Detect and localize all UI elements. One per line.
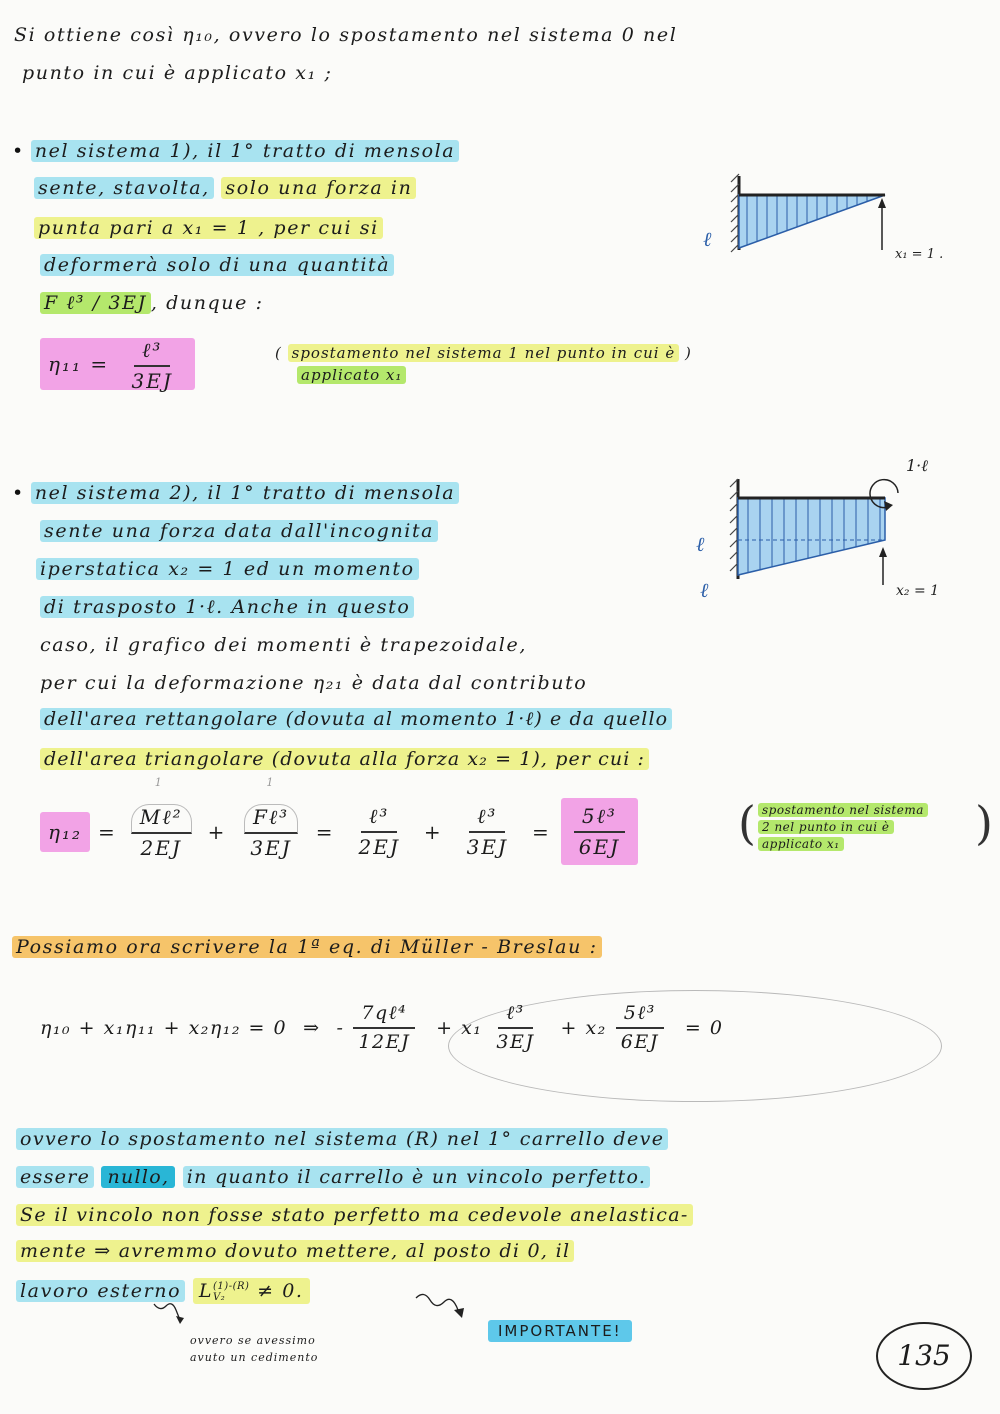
length-label: ℓ — [703, 227, 712, 251]
nullo-highlight: nullo, — [101, 1166, 175, 1188]
term-marker: 1 — [154, 775, 164, 789]
system2-line-5: caso, il grafico dei momenti è trapezoidale, — [40, 634, 527, 656]
mb-x1: + x₁ — [436, 1016, 483, 1039]
eta11-fraction — [124, 338, 181, 393]
term-moment — [125, 775, 198, 860]
plus-sign: + — [207, 819, 227, 844]
term3-fraction — [351, 804, 408, 859]
intro-line-2: punto in cui è applicato x₁ ; — [22, 62, 333, 84]
mb-term1-numerator: 7qℓ⁴ — [353, 1002, 415, 1029]
note-text — [758, 802, 928, 853]
intro-line-1 — [14, 22, 677, 48]
term-moment-denominator: 2EJ — [140, 835, 182, 860]
system2-line-6 — [40, 670, 587, 696]
implies-arrow: ⇒ — [303, 1016, 321, 1039]
force-label: x₂ = 1 — [896, 583, 940, 599]
system1-text-5b: , dunque : — [150, 292, 264, 314]
system1-line-4 — [40, 252, 394, 278]
system2-line-4 — [40, 594, 414, 620]
footnote — [190, 1332, 318, 1366]
mb-term1-denominator: 12EJ — [358, 1031, 411, 1053]
conclusion-line-1 — [16, 1126, 668, 1152]
plus-sign: + — [423, 819, 443, 844]
eta12-symbol: η₁₂ — [40, 812, 90, 852]
system1-note — [275, 342, 692, 386]
work-L: L — [198, 1280, 214, 1302]
conclusion-text-2b: in quanto il carrello è un vincolo perfetto. — [183, 1166, 651, 1188]
system2-line-2 — [40, 518, 438, 544]
mb-term2-fraction — [488, 1002, 542, 1053]
system2-text-6b: è data dal contributo — [351, 672, 588, 694]
conclusion-text-4: mente ⇒ avremmo dovuto mettere, al posto di 0, il — [16, 1240, 574, 1262]
eta12-formula — [40, 775, 638, 865]
note-close-paren: ) — [975, 796, 993, 850]
bullet: • — [12, 482, 25, 504]
eta21-symbol: η₂₁ — [312, 672, 345, 694]
equals-sign: = — [90, 352, 110, 376]
term3-numerator: ℓ³ — [361, 804, 397, 833]
system1-text-5a: F ℓ³ / 3EJ — [40, 292, 151, 314]
equals-sign: = — [531, 819, 551, 844]
rectangle-length-label: ℓ — [696, 532, 705, 556]
system2-text-8: dell'area triangolare (dovuta alla forza x₂ = 1), per cui : — [40, 748, 649, 770]
page-number: 135 — [876, 1322, 972, 1390]
eta11-denominator: 3EJ — [131, 369, 173, 393]
system2-text-7: dell'area rettangolare (dovuta al momento 1·ℓ) e da quello — [40, 708, 672, 730]
system2-note-text-1: spostamento nel sistema — [758, 803, 928, 817]
mb-heading: Possiamo ora scrivere la 1ª eq. di Müller - Breslau : — [12, 936, 602, 958]
conclusion-line-2 — [16, 1164, 650, 1190]
term-force-numerator: Fℓ³ — [244, 804, 298, 834]
work-superscript: (1)-(R) — [213, 1281, 250, 1292]
mb-heading-line — [12, 934, 602, 960]
footnote-line-2: avuto un cedimento — [190, 1351, 319, 1364]
system2-line-1 — [12, 480, 459, 506]
important-badge: IMPORTANTE! — [488, 1320, 632, 1342]
external-work-symbol — [193, 1278, 310, 1304]
system1-text-4: deformerà solo di una quantità — [40, 254, 394, 276]
force-arrowhead — [879, 547, 887, 557]
eta11-numerator: ℓ³ — [134, 338, 170, 367]
system1-note-text-2: applicato x₁ — [297, 366, 406, 384]
term-force — [236, 775, 305, 860]
conclusion-line-3 — [16, 1202, 693, 1228]
system1-note-line-1: ( spostamento nel sistema 1 nel punto in cui è ) — [275, 344, 692, 362]
term-marker: 1 — [266, 775, 276, 789]
term4-numerator: ℓ³ — [469, 804, 505, 833]
system1-text-3: punta pari a x₁ = 1 , per cui si — [34, 217, 383, 239]
conclusion-text-2a: essere — [16, 1166, 94, 1188]
system2-cantilever-diagram — [690, 455, 990, 605]
mb-term3-denominator: 6EJ — [620, 1031, 659, 1053]
conclusion-line-4 — [16, 1238, 574, 1264]
not-equal-zero: ≠ 0. — [257, 1280, 304, 1302]
system1-line-1 — [12, 138, 459, 164]
mb-lhs: η₁₀ + x₁η₁₁ + x₂η₁₂ = 0 — [40, 1016, 288, 1039]
result-highlight — [561, 798, 638, 865]
system1-cantilever-diagram — [695, 170, 985, 270]
system2-line-7 — [40, 706, 672, 732]
system1-note-line-2 — [297, 364, 714, 386]
moment-triangle — [739, 195, 885, 248]
intro-text-b: , ovvero lo spostamento nel sistema 0 nel — [213, 24, 678, 46]
system2-text-4: di trasposto 1·ℓ. Anche in questo — [40, 596, 414, 618]
equals-sign: = — [98, 819, 117, 844]
squiggle-arrow-icon — [412, 1288, 472, 1328]
system1-line-5 — [40, 290, 264, 316]
work-indices — [213, 1281, 249, 1303]
triangle-length-label: ℓ — [700, 578, 709, 602]
system1-text-2b: solo una forza in — [221, 177, 416, 199]
conclusion-text-5a: lavoro esterno — [16, 1280, 185, 1302]
mb-rhs: = 0 — [684, 1016, 724, 1039]
term-moment-numerator: Mℓ² — [131, 804, 192, 834]
system1-text-2a: sente, stavolta, — [34, 177, 214, 199]
term4-fraction — [459, 804, 516, 859]
term-force-denominator: 3EJ — [250, 835, 292, 860]
term-force-fraction — [242, 804, 299, 860]
eta11-formula — [40, 338, 195, 393]
term-moment-fraction — [131, 804, 192, 860]
eta11-highlight — [40, 338, 195, 393]
equals-sign: = — [315, 819, 335, 844]
mb-term3-fraction — [613, 1002, 667, 1053]
mb-term2-numerator: ℓ³ — [498, 1002, 533, 1029]
note-open-paren: ( — [738, 796, 756, 850]
system2-text-2: sente una forza data dall'incognita — [40, 520, 438, 542]
squiggle-arrow-icon — [150, 1300, 190, 1330]
footnote-line-1: ovvero se avessimo — [190, 1334, 316, 1347]
result-fraction — [571, 804, 628, 859]
term4-denominator: 3EJ — [466, 835, 508, 859]
system1-text-1: nel sistema 1), il 1° tratto di mensola — [31, 140, 459, 162]
system2-note — [738, 796, 993, 860]
force-arrowhead — [878, 198, 886, 208]
system1-note-text-1: spostamento nel sistema 1 nel punto in cui è — [288, 344, 680, 362]
moment-label: 1·ℓ — [906, 456, 928, 475]
system1-line-3 — [34, 215, 383, 241]
conclusion-text-3: Se il vincolo non fosse stato perfetto ma cedevole anelastica- — [16, 1204, 693, 1226]
system2-note-text-2: 2 nel punto in cui è — [758, 820, 894, 834]
work-subscript: V₂ — [213, 1292, 226, 1303]
intro-text-a: Si ottiene così — [14, 24, 175, 46]
eta11-symbol: η₁₁ — [48, 352, 83, 376]
system2-text-6a: per cui la deformazione — [40, 672, 306, 694]
system2-text-3: iperstatica x₂ = 1 ed un momento — [36, 558, 419, 580]
mb-term2-denominator: 3EJ — [496, 1031, 535, 1053]
result-numerator: 5ℓ³ — [574, 804, 625, 833]
result-denominator: 6EJ — [578, 835, 621, 859]
mb-minus: - — [336, 1016, 345, 1039]
bullet: • — [12, 140, 25, 162]
conclusion-text-1: ovvero lo spostamento nel sistema (R) nel 1° carrello deve — [16, 1128, 668, 1150]
mb-equation — [40, 1002, 723, 1053]
mb-term3-numerator: 5ℓ³ — [616, 1002, 664, 1029]
mb-x2: + x₂ — [560, 1016, 607, 1039]
eta-10-symbol: η₁₀ — [182, 24, 214, 46]
force-label: x₁ = 1 . — [895, 247, 944, 262]
system2-line-3 — [36, 556, 419, 582]
system1-line-2 — [34, 175, 416, 201]
mb-term1-fraction — [350, 1002, 418, 1053]
system2-note-text-3: applicato x₁ — [758, 837, 844, 851]
term3-denominator: 2EJ — [358, 835, 400, 859]
system2-line-8 — [40, 746, 649, 772]
system2-text-1: nel sistema 2), il 1° tratto di mensola — [31, 482, 459, 504]
